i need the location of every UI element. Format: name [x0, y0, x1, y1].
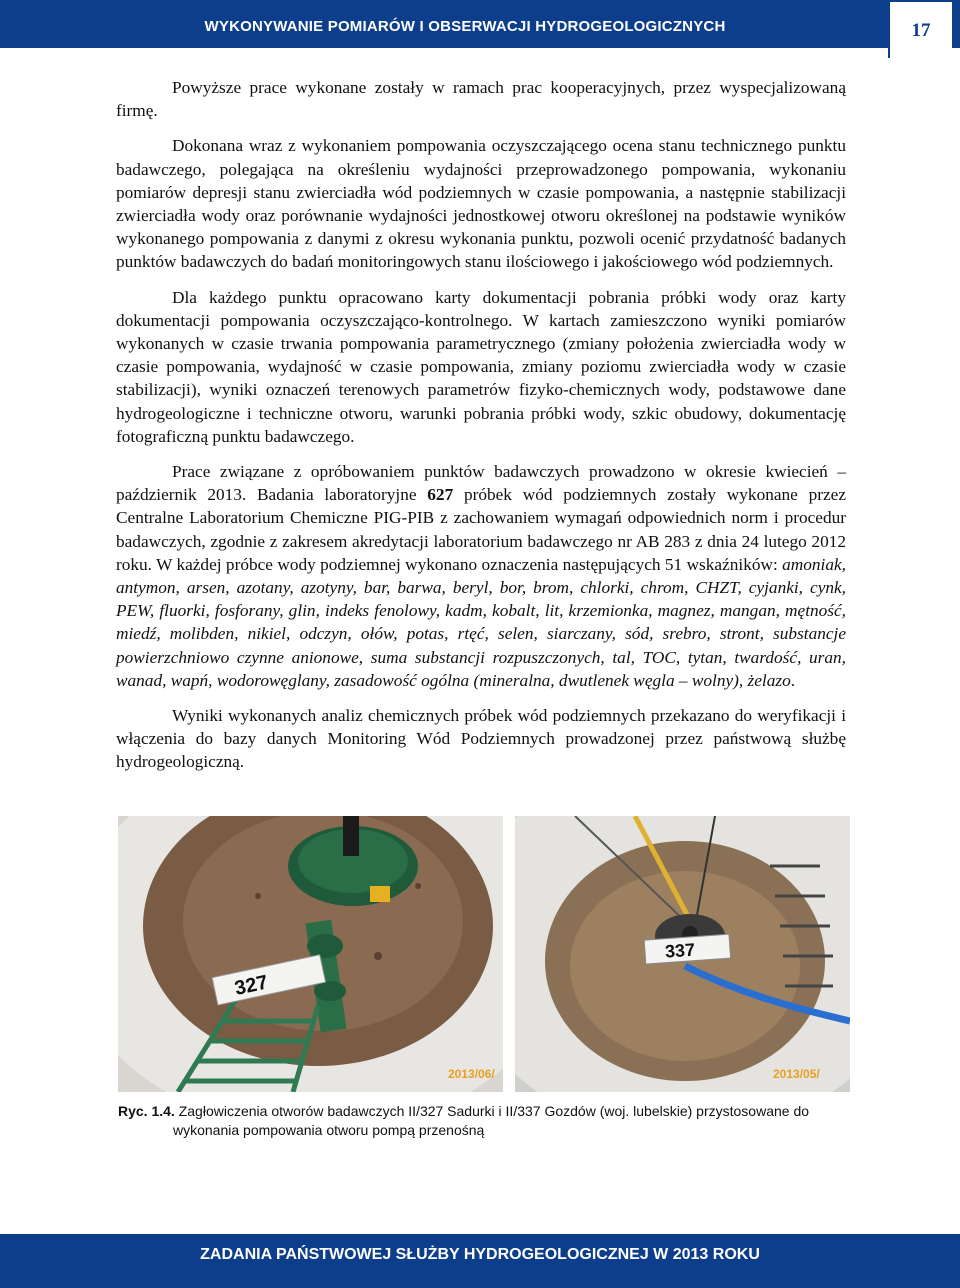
indicator-list: amoniak, antymon, arsen, azotany, azotyny, bar, barwa, beryl, bor, brom, chlorki, chrom, CHZT, cyjanki, cynk, PEW, fluorki, fosforany, glin, indeks fenolowy, kadm, kobalt, lit, krzemionka, magnez, mangan, mętność, miedź, molibden, nikiel, odczyn, ołów, potas, rtęć, selen, siarczany, sód, srebro, stront, substancje powierzchniowo czynne anionowe, suma substancji rozpuszczonych, tal, TOC, tytan, twardość, uran, wanad, wapń, wodorowęglany, zasadowość ogólna (mineralna, dwutlenek węgla – wolny), żelazo: [116, 554, 846, 690]
paragraph-3: Dla każdego punktu opracowano karty dokumentacji pobrania próbki wody oraz karty dokumentacji pompowania oczyszczająco-kontrolnego. W kartach zamieszczono wyniki pomiarów wykonanych w czasie trwania pompowania parametrycznego (zmiany położenia zwierciadła wody w czasie pompowania, wydajność w czasie pompowania, zmiany poziomu zwierciadła wody w czasie stabilizacji), wyniki oznaczeń terenowych parametrów fizyko-chemicznych wody, podstawowe dane hydrogeologiczne i techniczne otworu, warunki pobrania próbki wody, szkic obudowy, dokumentację fotograficzną punktu badawczego.: [116, 287, 846, 446]
plate-337-label: 337: [664, 939, 696, 962]
figure-caption: [118, 1102, 858, 1140]
photo-well-327: [118, 816, 503, 1092]
date-stamp-right: 2013/05/: [773, 1067, 820, 1081]
caption-label: Ryc. 1.4.: [118, 1103, 175, 1119]
footer-title: ZADANIA PAŃSTWOWEJ SŁUŻBY HYDROGEOLOGICZNEJ W 2013 ROKU: [200, 1246, 760, 1263]
paragraph-4-part-b: próbek wód podziemnych zostały wykonane przez Centralne Laboratorium Chemiczne PIG-PIB z zachowaniem wymagań odpowiednich norm i procedur badawczych, zgodnie z zakresem akredytacji laboratorium badawczego nr AB 283 z dnia 24 lutego 2012 roku. W każdej próbce wody podziemnej wykonano oznaczenia następujących 51 wskaźników:: [116, 485, 846, 574]
page-header: [0, 0, 960, 48]
sample-count: 627: [427, 485, 454, 505]
page-footer: [0, 1234, 960, 1288]
photo-well-337: [515, 816, 850, 1092]
paragraph-5: Wyniki wykonanych analiz chemicznych próbek wód podziemnych przekazano do weryfikacji i włączenia do bazy danych Monitoring Wód Podziemnych prowadzonej przez państwową służbę hydrogeologiczną.: [116, 706, 846, 772]
caption-line-2: wykonania pompowania otworu pompą przenośną: [173, 1122, 485, 1138]
paragraph-2: Dokonana wraz z wykonaniem pompowania oczyszczającego ocena stanu technicznego punktu badawczego, polegająca na określeniu wydajności przeprowadzonego pompowania, wykonaniu pomiarów depresji stanu zwierciadła wód podziemnych w czasie pompowania, a następnie stabilizacji zwierciadła wody oraz porównanie wydajności jednostkowej otworu określonej na podstawie wyników wykonanego pompowania z danymi z okresu wykonania punktu, pozwoli ocenić przydatność badanych punktów badawczych do badań monitoringowych stanu ilościowego i jakościowego wód podziemnych.: [116, 136, 846, 272]
paragraph-4-part-a: Prace związane z opróbowaniem punktów badawczych prowadzono w okresie kwiecień – październik 2013. Badania laboratoryjne: [116, 462, 846, 505]
figure-photos: [118, 816, 850, 1092]
paragraph-4: [116, 460, 846, 692]
caption-text-1: Zagłowiczenia otworów badawczych II/327 Sadurki i II/337 Gozdów (woj. lubelskie) przystosowane do: [174, 1103, 810, 1119]
header-title: WYKONYWANIE POMIARÓW I OBSERWACJI HYDROGEOLOGICZNYCH: [204, 18, 726, 35]
caption-line-1: [118, 1102, 858, 1121]
body-text: [116, 76, 846, 786]
date-stamp-left: 2013/06/: [448, 1067, 495, 1081]
page-number: 17: [911, 20, 931, 41]
page-number-box: [888, 2, 952, 58]
plate-327-label: 327: [232, 971, 270, 1000]
paragraph-1: Powyższe prace wykonane zostały w ramach prac kooperacyjnych, przez wyspecjalizowaną firmę.: [116, 78, 846, 121]
paragraph-4-end: .: [790, 670, 796, 690]
